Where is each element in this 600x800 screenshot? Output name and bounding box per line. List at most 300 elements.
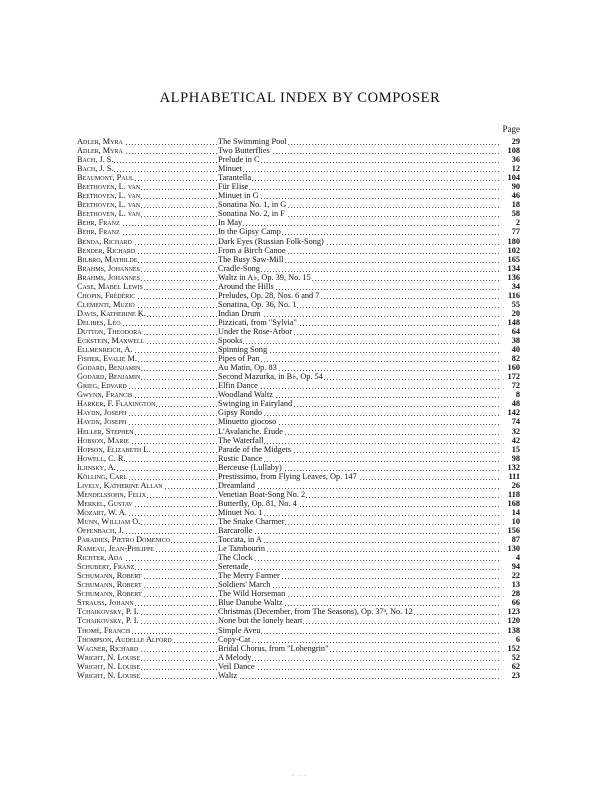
page-number: 82 [511,354,520,364]
piece-title: Simple Aveu [218,625,261,635]
composer-name: Clementi, Muzio [77,299,135,309]
composer-cell [77,182,217,191]
piece-title: Cradle-Song [218,263,260,273]
composer-name: Beethoven, L. van [77,200,141,210]
composer-cell [77,662,217,671]
composer-name: Case, Mabel Lewis [77,281,143,291]
piece-cell [218,454,501,463]
composer-cell [77,264,217,273]
piece-cell [218,517,501,526]
piece-title: Le Tambourin [218,544,265,554]
composer-cell [77,246,217,255]
index-entry [77,264,520,273]
index-entry [77,173,520,182]
piece-title: Blue Danube Waltz [218,598,283,608]
page-number: 62 [511,661,520,671]
footer-mark: · · · [292,772,308,780]
composer-cell [77,562,217,571]
piece-title: Veil Dance [218,661,255,671]
composer-cell [77,589,217,598]
composer-name: Iljinsky, A. [77,462,116,472]
piece-cell [218,526,501,535]
index-entry [77,155,520,164]
index-entry [77,336,520,345]
composer-name: Kölling, Carl [77,471,128,481]
piece-cell [218,653,501,662]
piece-title: Parade of the Midgets [218,444,292,454]
page-number: 116 [508,290,520,300]
page-number: 66 [511,598,520,608]
page-number: 168 [507,498,520,508]
composer-name: Munn, William O. [77,516,141,526]
piece-cell [218,635,501,644]
composer-cell [77,282,217,291]
index-entry [77,571,520,580]
composer-name: Godard, Benjamin [77,372,141,382]
piece-cell [218,417,501,426]
piece-cell [218,671,501,680]
composer-name: Gwynn, Francis [77,390,133,400]
piece-title: None but the lonely heart [218,616,303,626]
page-number: 138 [507,625,520,635]
composer-name: Rameau, Jean-Philippe [77,544,154,554]
page-number: 13 [511,580,520,590]
index-entry [77,300,520,309]
piece-title: Barcarolle [218,526,253,536]
composer-name: Schumann, Robert [77,580,142,590]
page-number: 14 [511,507,520,517]
composer-name: Merkel, Gustav [77,498,133,508]
piece-cell [218,598,501,607]
composer-cell [77,598,217,607]
composer-cell [77,535,217,544]
index-entry [77,635,520,644]
index-entry [77,508,520,517]
page-number: 87 [511,535,520,545]
piece-cell [218,255,501,264]
composer-name: Heller, Stephen [77,426,134,436]
piece-cell [218,607,501,616]
composer-name: Thomé, Francis [77,625,131,635]
page-number: 118 [508,489,520,499]
composer-cell [77,616,217,625]
page-number: 108 [507,146,520,156]
index-entry [77,408,520,417]
page-number: 165 [507,254,520,264]
index-entry [77,589,520,598]
piece-cell [218,427,501,436]
composer-name: Bilbro, Mathilde [77,254,138,264]
piece-cell [218,227,501,236]
composer-cell [77,445,217,454]
page-number: 72 [511,381,520,391]
piece-cell [218,327,501,336]
page-number: 34 [511,281,520,291]
piece-title: The Busy Saw-Mill [218,254,284,264]
index-entry [77,526,520,535]
index-entry [77,544,520,553]
composer-name: Fisher, Evalie M. [77,354,137,364]
piece-cell [218,336,501,345]
page-number: 136 [507,272,520,282]
piece-title: A Melody [218,652,252,662]
piece-cell [218,472,501,481]
page-number: 148 [507,317,520,327]
page-number: 4 [515,553,520,563]
composer-name: Brahms, Johannes [77,263,140,273]
page-number: 52 [511,652,520,662]
piece-title: Minuet No. 1 [218,507,263,517]
index-entry [77,146,520,155]
composer-name: Godard, Benjamin [77,363,141,373]
piece-title: Copy-Cat [218,634,251,644]
piece-cell [218,463,501,472]
composer-cell [77,607,217,616]
piece-cell [218,209,501,218]
page-title: ALPHABETICAL INDEX BY COMPOSER [159,90,441,106]
piece-cell [218,381,501,390]
piece-cell [218,390,501,399]
piece-title: The Clock [218,553,253,563]
composer-name: Bach, J. S. [77,164,114,174]
composer-cell [77,137,217,146]
index-entry [77,345,520,354]
piece-cell [218,173,501,182]
composer-name: Tchaikovsky, P. I. [77,616,139,626]
composer-name: Adler, Myra [77,146,123,156]
page-number: 29 [511,137,520,146]
piece-title: L'Avalanche. Étude [218,426,283,436]
index-entry [77,653,520,662]
composer-name: Beethoven, L. van [77,191,141,201]
piece-cell [218,137,501,146]
index-entry [77,237,520,246]
composer-cell [77,472,217,481]
index-entry [77,273,520,282]
piece-cell [218,553,501,562]
composer-cell [77,463,217,472]
composer-name: Bender, Richard [77,245,136,255]
composer-cell [77,499,217,508]
page-number: 77 [511,227,520,237]
piece-title: Prelude in C [218,155,260,165]
piece-title: In May [218,218,243,228]
piece-cell [218,481,501,490]
page-number: 48 [511,399,520,409]
piece-title: Spooks [218,336,243,346]
index-entry [77,218,520,227]
page-number: 142 [507,408,520,418]
page-number: 12 [511,164,520,174]
page-number: 156 [507,526,520,536]
index-entry [77,363,520,372]
composer-name: Beethoven, L. van [77,182,141,192]
index-entry [77,472,520,481]
piece-title: Waltz in A♭, Op. 39, No. 15 [218,272,311,282]
piece-cell [218,264,501,273]
page-number: 28 [511,589,520,599]
piece-cell [218,273,501,282]
page-number: 94 [511,562,520,572]
composer-cell [77,200,217,209]
composer-name: Dutton, Theodora [77,326,142,336]
composer-name: Wright, N. Louise [77,670,141,680]
piece-title: Swinging in Fairyland [218,399,293,409]
composer-name: Adler, Myra [77,137,123,146]
piece-title: Minuet in G [218,191,259,201]
piece-title: Elfin Dance [218,381,258,391]
composer-name: Beaumont, Paul [77,173,134,183]
piece-title: Soldiers' March [218,580,271,590]
composer-cell [77,318,217,327]
composer-name: Strauss, Johann [77,598,134,608]
composer-cell [77,571,217,580]
composer-cell [77,327,217,336]
composer-name: Hobson, Marie [77,435,129,445]
page-number: 130 [507,544,520,554]
composer-cell [77,354,217,363]
piece-title: The Swimming Pool [218,137,287,146]
piece-title: Christmas (December, from The Seasons), Op. 37ᵃ, No. 12 [218,607,413,617]
piece-cell [218,282,501,291]
page-number: 120 [507,616,520,626]
piece-title: Preludes, Op. 28, Nos. 6 and 7 [218,290,320,300]
piece-cell [218,291,501,300]
composer-cell [77,399,217,408]
piece-title: Pizzicati, from "Sylvia" [218,317,297,327]
index-entry [77,454,520,463]
page-number: 18 [511,200,520,210]
piece-title: Waltz [218,670,238,680]
composer-name: Wright, N. Louise [77,661,141,671]
composer-name: Richter, Ada [77,553,123,563]
composer-name: Ellmenreich, A. [77,345,133,355]
index-entry [77,671,520,680]
composer-cell [77,291,217,300]
composer-name: Schubert, Franz [77,562,135,572]
index-entry [77,427,520,436]
composer-name: Haydn, Joseph [77,417,127,427]
index-entry [77,200,520,209]
index-list [77,137,520,680]
composer-cell [77,209,217,218]
piece-cell [218,490,501,499]
composer-cell [77,671,217,680]
composer-cell [77,345,217,354]
index-entry [77,562,520,571]
page-number: 74 [511,417,520,427]
index-entry [77,553,520,562]
piece-cell [218,589,501,598]
composer-name: Howell, C. R. [77,453,126,463]
composer-cell [77,644,217,653]
piece-cell [218,218,501,227]
index-entry [77,137,520,146]
piece-cell [218,354,501,363]
composer-cell [77,436,217,445]
index-entry [77,227,520,236]
piece-title: Butterfly, Op. 81, No. 4 [218,498,297,508]
composer-cell [77,490,217,499]
piece-title: The Snake Charmer [218,516,285,526]
composer-cell [77,454,217,463]
piece-cell [218,399,501,408]
page-number: 90 [511,182,520,192]
composer-cell [77,227,217,236]
index-entry [77,390,520,399]
composer-name: Benda, Richard [77,236,132,246]
composer-name: Harker, F. Flaxington [77,399,156,409]
page-number: 134 [507,263,520,273]
piece-title: Bridal Chorus, from "Lohengrin" [218,643,329,653]
piece-cell [218,535,501,544]
index-entry [77,616,520,625]
composer-cell [77,481,217,490]
composer-name: Delibes, Léo [77,317,121,327]
composer-name: Mendelssohn, Felix [77,489,147,499]
composer-cell [77,237,217,246]
composer-cell [77,526,217,535]
composer-cell [77,626,217,635]
composer-cell [77,417,217,426]
composer-name: Chopin, Frédéric [77,290,136,300]
index-entry [77,309,520,318]
composer-name: Wright, N. Louise [77,652,141,662]
piece-title: From a Birch Canoe [218,245,286,255]
index-entry [77,182,520,191]
piece-title: Dark Eyes (Russian Folk-Song) [218,236,324,246]
page-number: 6 [515,634,520,644]
page-number: 132 [507,462,520,472]
index-entry [77,535,520,544]
composer-cell [77,164,217,173]
index-entry [77,580,520,589]
piece-title: Tarantella [218,173,252,183]
index-entry [77,626,520,635]
page-number: 15 [511,444,520,454]
page-number: 36 [511,155,520,165]
piece-cell [218,562,501,571]
composer-cell [77,544,217,553]
piece-title: The Merry Farmer [218,571,280,581]
index-entry [77,191,520,200]
piece-title: Sonatina No. 2, in F [218,209,285,219]
index-entry [77,436,520,445]
piece-title: Minuetto giocoso [218,417,277,427]
page-number: 160 [507,363,520,373]
piece-title: Au Matin, Op. 83 [218,363,277,373]
piece-title: The Waterfall [218,435,264,445]
index-entry [77,607,520,616]
page-number: 26 [511,480,520,490]
index-entry [77,481,520,490]
composer-cell [77,300,217,309]
index-entry [77,164,520,173]
piece-cell [218,164,501,173]
page-number: 98 [511,453,520,463]
composer-cell [77,309,217,318]
piece-title: Minuet [218,164,242,174]
index-entry [77,372,520,381]
composer-name: Schumann, Robert [77,571,142,581]
page-number: 40 [511,345,520,355]
piece-cell [218,182,501,191]
composer-cell [77,191,217,200]
piece-cell [218,363,501,372]
page-number: 38 [511,336,520,346]
composer-cell [77,635,217,644]
index-entry [77,291,520,300]
piece-title: Sonatina, Op. 36, No. 1 [218,299,297,309]
composer-name: Bach, J. S. [77,155,114,165]
composer-cell [77,517,217,526]
index-entry [77,644,520,653]
page-number: 58 [511,209,520,219]
piece-title: Spinning Song [218,345,268,355]
piece-cell [218,499,501,508]
composer-cell [77,255,217,264]
composer-cell [77,146,217,155]
piece-title: Indian Drum [218,308,261,318]
page-number: 23 [511,670,520,680]
piece-title: Two Butterflies [218,146,270,156]
index-entry [77,445,520,454]
piece-cell [218,309,501,318]
index-entry [77,499,520,508]
piece-cell [218,436,501,445]
index-entry [77,381,520,390]
composer-name: Lively, Katherine Allan [77,480,163,490]
composer-cell [77,336,217,345]
piece-title: Under the Rose-Arbor [218,326,293,336]
composer-cell [77,427,217,436]
page-number: 111 [508,471,520,481]
composer-name: Haydn, Joseph [77,408,127,418]
composer-name: Mozart, W. A. [77,507,127,517]
composer-name: Beethoven, L. van [77,209,141,219]
piece-cell [218,318,501,327]
page-number: 8 [515,390,520,400]
composer-cell [77,218,217,227]
composer-name: Behr, Franz [77,218,120,228]
piece-cell [218,616,501,625]
composer-name: Brahms, Johannes [77,272,140,282]
composer-name: Paradies, Pietro Domenico [77,535,171,545]
composer-name: Wagner, Richard [77,643,139,653]
piece-cell [218,155,501,164]
index-entry [77,517,520,526]
piece-cell [218,571,501,580]
piece-cell [218,626,501,635]
page-number: 32 [511,426,520,436]
piece-title: Second Mazurka, in B♭, Op. 54 [218,372,323,382]
piece-title: Berceuse (Lullaby) [218,462,282,472]
piece-cell [218,200,501,209]
composer-name: Hopson, Elizabeth L. [77,444,151,454]
page-number: 55 [511,299,520,309]
piece-title: Gipsy Rondo [218,408,263,418]
page-number: 2 [515,218,520,228]
page-number: 46 [511,191,520,201]
index-entry [77,463,520,472]
piece-title: Dreamland [218,480,255,490]
page-number: 104 [507,173,520,183]
piece-title: Venetian Boat-Song No. 2 [218,489,306,499]
page-number: 42 [511,435,520,445]
piece-cell [218,237,501,246]
page-number: 64 [511,326,520,336]
index-entry [77,246,520,255]
